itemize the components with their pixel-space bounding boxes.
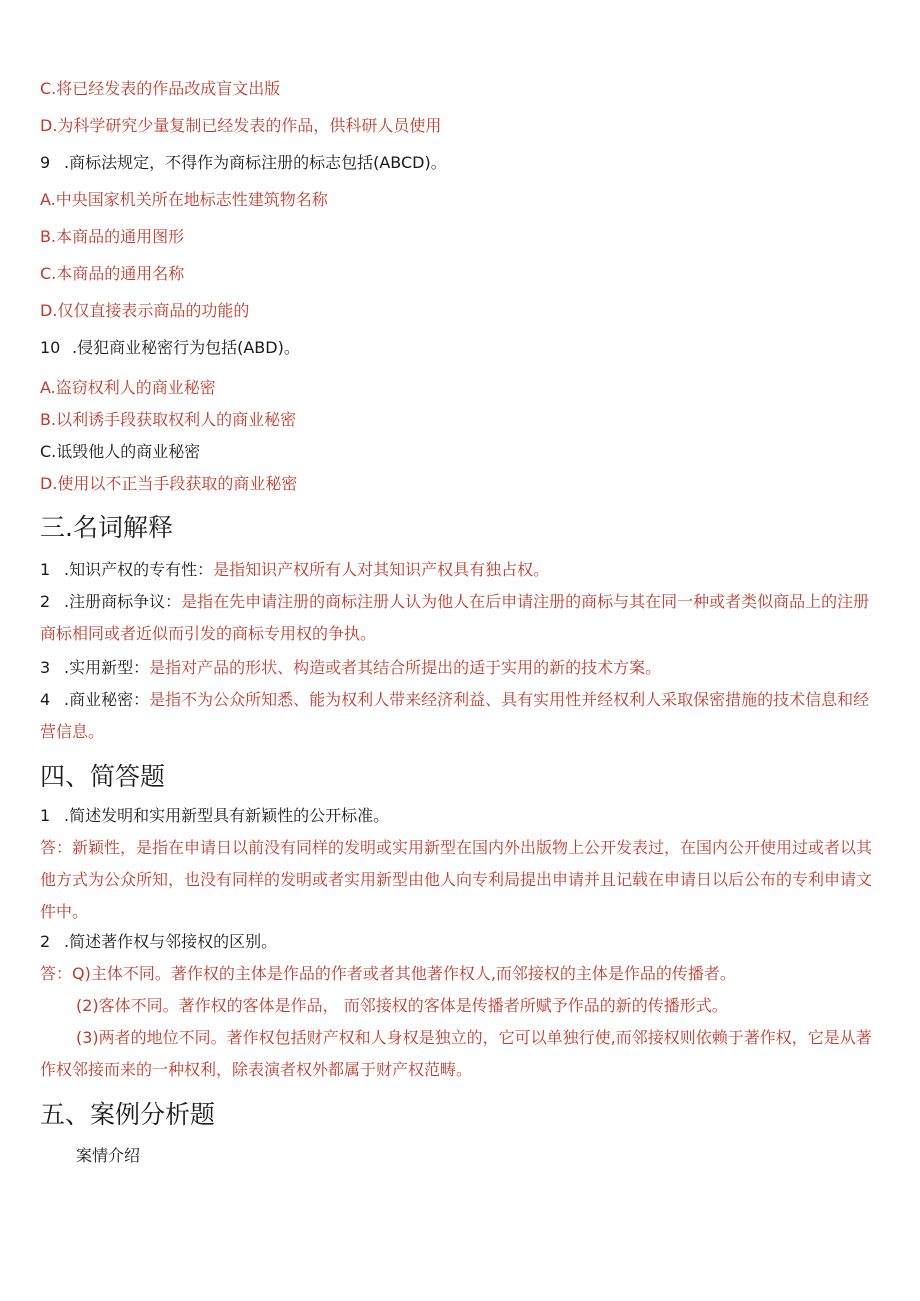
term-3-term: .实用新型： <box>64 658 150 677</box>
term-3-definition: 是指对产品的形状、构造或者其结合所提出的适于实用的新的技术方案。 <box>149 658 662 677</box>
q9-option-b: B.本商品的通用图形 <box>40 227 185 246</box>
term-1-number: 1 <box>40 560 51 579</box>
section5-title: 五、案例分析题 <box>40 1100 216 1129</box>
short-q2-number: 2 <box>40 932 51 951</box>
q9-option-c: C.本商品的通用名称 <box>40 264 185 283</box>
short-q1 <box>40 806 389 826</box>
term-2-definition: 是指在先申请注册的商标注册人认为他人在后申请注册的商标与其在同一种或者类似商品上的注册商标相同或者近似而引发的商标专用权的争执。 <box>40 592 870 643</box>
q8-option-c: C.将已经发表的作品改成盲文出版 <box>40 79 281 98</box>
q9-option-a: A.中央国家机关所在地标志性建筑物名称 <box>40 190 328 209</box>
short-q2-answer-1: 答：Q)主体不同。著作权的主体是作品的作者或者其他著作权人,而邻接权的主体是作品的传播者。 <box>40 964 736 983</box>
section4-title: 四、简答题 <box>40 762 166 791</box>
term-2-term: .注册商标争议： <box>64 592 182 611</box>
q10-question <box>40 338 300 358</box>
q10-option-d: D.使用以不正当手段获取的商业秘密 <box>40 474 298 493</box>
short-q1-text: .简述发明和实用新型具有新颖性的公开标准。 <box>64 806 390 825</box>
term-item-2 <box>40 586 882 650</box>
q10-number: 10 <box>40 338 61 357</box>
q9-number: 9 <box>40 153 51 172</box>
short-q1-answer: 答：新颖性，是指在申请日以前没有同样的发明或实用新型在国内外出版物上公开发表过，在国内公开使用过或者以其他方式为公众所知，也没有同样的发明或者实用新型由他人向专利局提出申请并且记载在申请日以后公布的专利申请文件中。 <box>40 838 873 921</box>
q9-option-d: D.仅仅直接表示商品的功能的 <box>40 301 250 320</box>
term-3-number: 3 <box>40 658 51 677</box>
term-item-4 <box>40 684 882 748</box>
term-2-number: 2 <box>40 592 51 611</box>
term-4-definition: 是指不为公众所知悉、能为权利人带来经济利益、具有实用性并经权利人采取保密措施的技术信息和经营信息。 <box>40 690 870 741</box>
short-q1-number: 1 <box>40 806 51 825</box>
q10-option-b: B.以利诱手段获取权利人的商业秘密 <box>40 410 297 429</box>
q10-option-c: C.诋毁他人的商业秘密 <box>40 442 201 461</box>
q9-question <box>40 153 447 173</box>
term-item-1 <box>40 560 549 580</box>
q9-text: .商标法规定，不得作为商标注册的标志包括(ABCD)。 <box>64 153 447 172</box>
short-q2-text: .简述著作权与邻接权的区别。 <box>64 932 278 951</box>
term-1-definition: 是指知识产权所有人对其知识产权具有独占权。 <box>213 560 550 579</box>
term-1-term: .知识产权的专有性： <box>64 560 214 579</box>
q10-option-a: A.盗窃权利人的商业秘密 <box>40 378 216 397</box>
short-q2-answer-3: (3)两者的地位不同。著作权包括财产权和人身权是独立的，它可以单独行使,而邻接权则依赖于著作权，它是从著作权邻接而来的一种权利，除表演者权外都属于财产权范畴。 <box>40 1028 872 1079</box>
term-4-term: .商业秘密： <box>64 690 150 709</box>
section3-title: 三.名词解释 <box>40 513 173 542</box>
term-4-number: 4 <box>40 690 51 709</box>
case-intro-label: 案情介绍 <box>76 1146 141 1165</box>
short-q2 <box>40 932 277 952</box>
short-q2-answer-2: (2)客体不同。著作权的客体是作品， 而邻接权的客体是传播者所赋予作品的新的传播形式。 <box>76 996 728 1015</box>
q8-option-d: D.为科学研究少量复制已经发表的作品，供科研人员使用 <box>40 116 442 135</box>
term-item-3 <box>40 658 661 678</box>
q10-text: .侵犯商业秘密行为包括(ABD)。 <box>72 338 300 357</box>
